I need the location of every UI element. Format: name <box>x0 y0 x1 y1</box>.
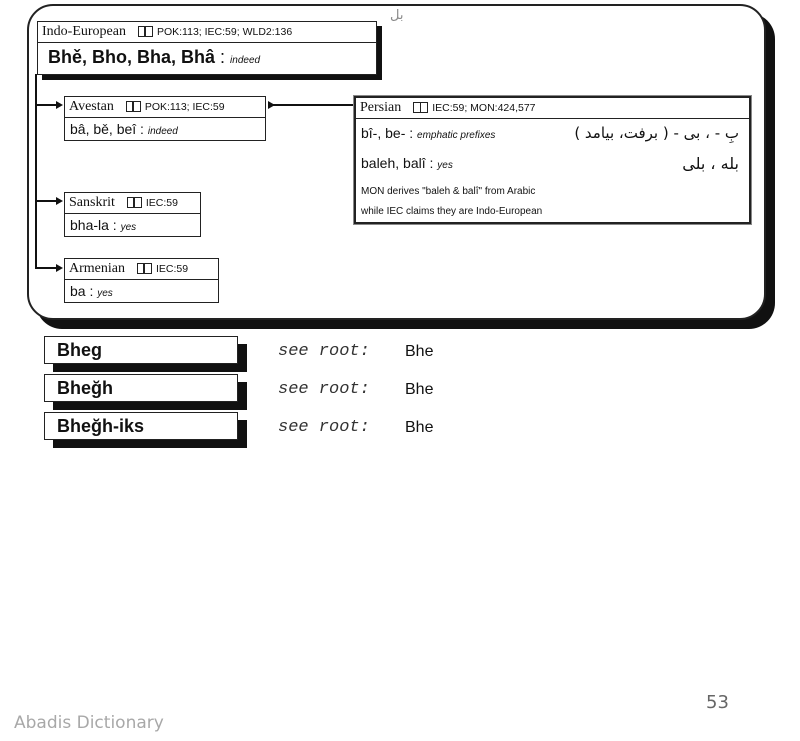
entry-indo-european <box>37 21 377 75</box>
source-refs: IEC:59 <box>155 263 189 275</box>
entry-header <box>65 193 200 214</box>
entry-avestan <box>64 96 266 141</box>
source-refs: IEC:59; MON:424,577 <box>432 102 536 114</box>
book-icon <box>126 101 141 112</box>
branch-line <box>35 200 57 202</box>
gloss: indeed <box>230 55 261 66</box>
gloss: emphatic prefixes <box>417 130 496 141</box>
see-root-target[interactable]: Bhe <box>405 419 434 436</box>
source-refs: POK:113; IEC:59; WLD2:136 <box>156 26 293 38</box>
root-tag-bheg[interactable]: Bheg <box>44 336 238 364</box>
persian-script: بله ، بلی <box>682 154 739 173</box>
entry-body: ba : yes <box>70 283 113 299</box>
branch-line <box>35 267 57 269</box>
entry-body: bâ, bě, beî : indeed <box>70 121 178 137</box>
arrow-right-icon <box>56 101 63 109</box>
see-root-label: see root: <box>278 342 370 361</box>
watermark: Abadis Dictionary <box>14 713 164 733</box>
source-refs: POK:113; IEC:59 <box>144 101 225 113</box>
language-name: Avestan <box>69 99 114 114</box>
entry-header <box>356 98 749 119</box>
root-tag-bhegh-iks[interactable]: Bheğh-iks <box>44 412 238 440</box>
entry-body: Bhě, Bho, Bha, Bhâ : indeed <box>48 47 261 67</box>
entry-header <box>38 22 376 43</box>
word-forms: baleh, balî <box>361 155 426 171</box>
word-forms: ba <box>70 283 86 299</box>
persian-script: بِ - ، بی - ( برفت، بیامد ) <box>574 124 739 142</box>
see-root-target[interactable]: Bhe <box>405 343 434 360</box>
gloss: yes <box>97 288 113 299</box>
entry-header <box>65 259 218 280</box>
word-forms: bha-la <box>70 217 109 233</box>
persian-line-1: bî-, be- : emphatic prefixes بِ - ، بی - ( برفت، بیامد ) <box>361 124 739 142</box>
gloss: indeed <box>147 126 178 137</box>
entry-sanskrit <box>64 192 201 237</box>
note-line: while IEC claims they are Indo-European <box>361 206 543 217</box>
entry-armenian <box>64 258 219 303</box>
note-line: MON derives "baleh & balî" from Arabic <box>361 186 536 197</box>
entry-persian <box>354 96 751 224</box>
language-name: Indo-European <box>42 24 126 39</box>
source-refs: IEC:59 <box>145 197 178 209</box>
page-number: 53 <box>706 692 729 713</box>
word-forms: bâ, bě, beî <box>70 121 137 137</box>
word-forms: bî-, be- <box>361 125 406 141</box>
arrow-right-icon <box>56 197 63 205</box>
gloss: yes <box>437 160 453 171</box>
language-name: Armenian <box>69 261 125 276</box>
connector-line <box>272 104 354 106</box>
root-forms: Bhě, Bho, Bha, Bhâ <box>48 47 216 67</box>
entry-header <box>65 97 265 118</box>
gloss: yes <box>120 222 137 233</box>
language-name: Sanskrit <box>69 195 115 210</box>
persian-note <box>356 180 749 222</box>
language-name: Persian <box>360 100 402 115</box>
entry-body: bha-la : yes <box>70 217 137 233</box>
see-root-label: see root: <box>278 418 370 437</box>
book-icon <box>127 197 142 208</box>
root-tag-bhegh[interactable]: Bheğh <box>44 374 238 402</box>
persian-line-2: baleh, balî : yes بله ، بلی <box>361 154 739 173</box>
see-root-target[interactable]: Bhe <box>405 381 434 398</box>
branch-line <box>35 104 57 106</box>
book-icon <box>413 102 428 113</box>
corner-mark: بل <box>390 8 404 23</box>
see-root-label: see root: <box>278 380 370 399</box>
book-icon <box>138 26 153 37</box>
book-icon <box>137 263 152 274</box>
arrow-right-icon <box>56 264 63 272</box>
